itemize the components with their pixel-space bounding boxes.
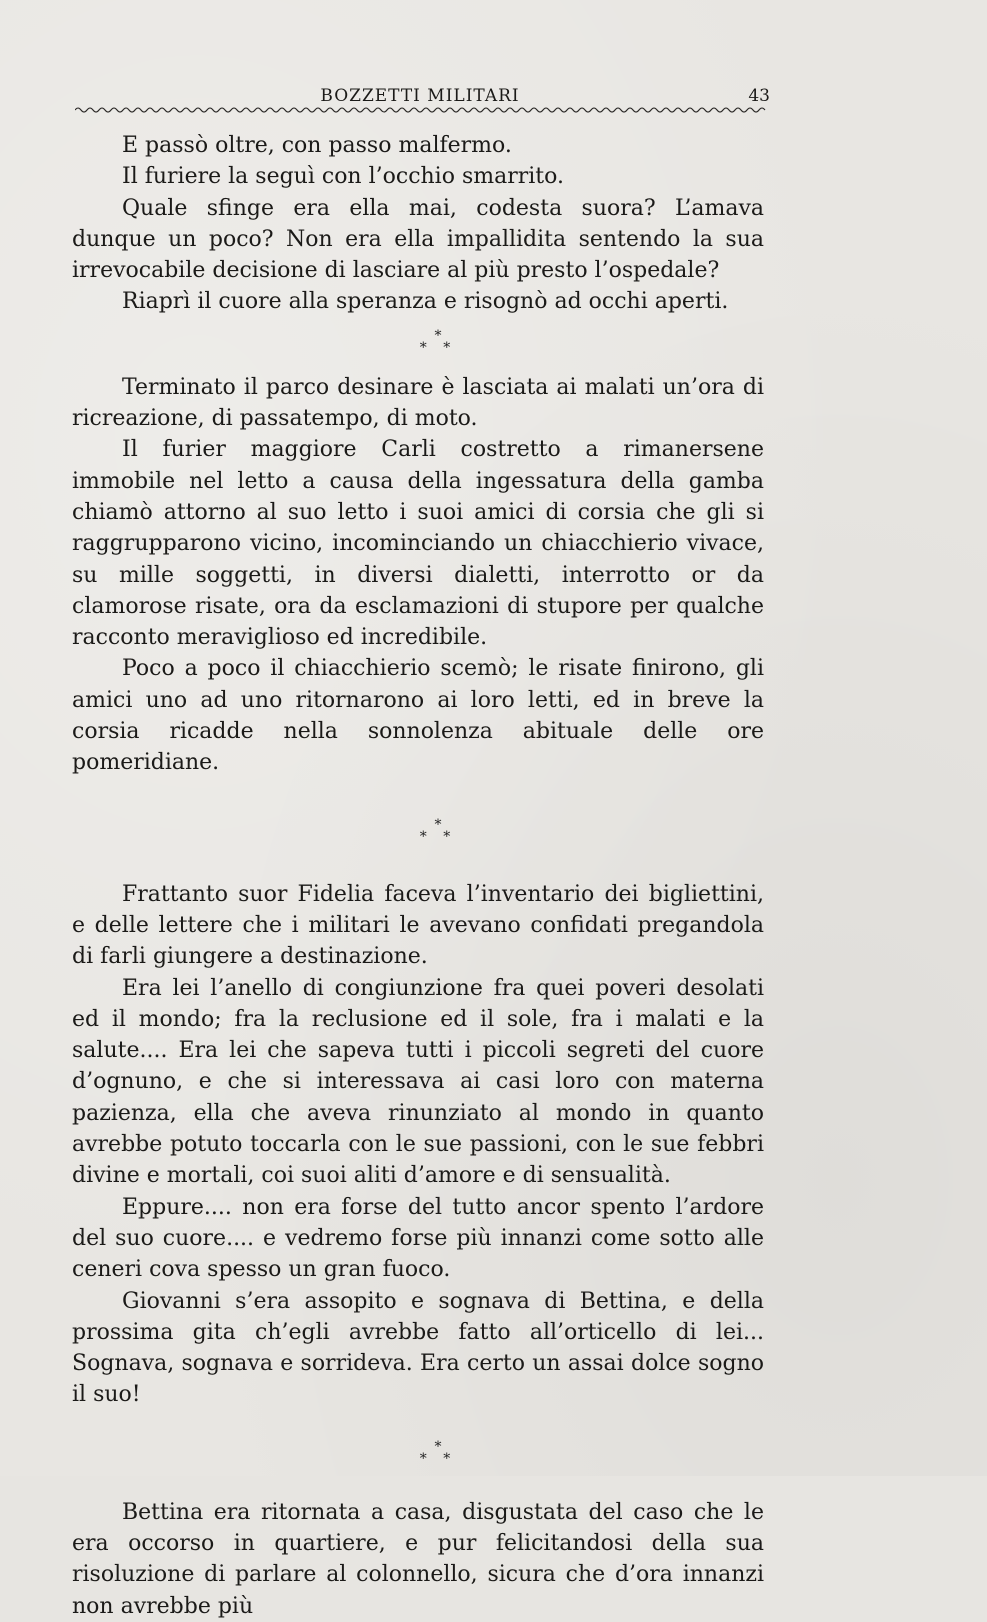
paragraph-7: Poco a poco il chiacchierio scemò; le risate finirono, gli amici uno ad uno ritornarono ai loro letti, ed in breve la corsia ricadde nella sonnolenza abituale delle ore pomeridiane. [72,656,764,776]
asterism-top: * [434,1438,442,1455]
paragraph-6: Il furier maggiore Carli costretto a rimanersene immobile nel letto a causa della ingessatura della gamba chiamò attorno al suo letto i suoi amici di corsia che gli si raggrupparono vicino, incominciando un chiacchierio vivace, su mille soggetti, in diversi dialetti, interrotto or da clamorose risate, ora da esclamazioni di stupore per qualche racconto meraviglioso ed incredibile. [72,437,764,651]
paragraph-11: Giovanni s’era assopito e sognava di Bettina, e della prossima gita ch’egli avrebbe fatto all’orticello di lei... Sognava, sognava e sorrideva. Era certo un assai dolce sogno il suo! [72,1288,764,1408]
asterism-bottom: * * [419,1450,457,1467]
section-break-3 [72,1411,764,1497]
paragraph-10: Eppure.... non era forse del tutto ancor spento l’ardore del suo cuore.... e vedremo forse più innanzi come sotto alle ceneri cova spesso un gran fuoco. [72,1194,764,1283]
body-text [72,130,764,1622]
asterism-bottom: * * [419,339,457,356]
section-break-1 [72,318,764,372]
paragraph-8: Frattanto suor Fidelia faceva l’inventario dei bigliettini, e delle lettere che i militari le avevano confidati pregandola di farli giungere a destinazione. [72,881,764,970]
paragraph-3: Quale sfinge era ella mai, codesta suora? L’amava dunque un poco? Non era ella impallidita sentendo la sua irrevocabile decisione di lasciare al più presto l’ospedale? [72,195,764,284]
paragraph-2: Il furiere la seguì con l’occhio smarrito. [122,164,564,190]
paragraph-4: Riaprì il cuore alla speranza e risognò ad occhi aperti. [122,289,729,315]
running-title: BOZZETTI MILITARI [320,86,520,106]
paragraph-1: E passò oltre, con passo malfermo. [122,133,512,158]
page-number: 43 [748,86,770,106]
asterism-top: * [434,816,442,833]
asterism-top: * [434,327,442,344]
asterism-bottom: * * [419,828,457,845]
paragraph-12: Bettina era ritornata a casa, disgustata del caso che le era occorso in quartiere, e pur felicitandosi della sua risoluzione di parlare al colonnello, sicura che d’ora innanzi non avrebbe più [72,1499,764,1619]
section-break-2 [72,779,764,879]
paragraph-9: Era lei l’anello di congiunzione fra quei poveri desolati ed il mondo; fra la reclusione ed il sole, fra i malati e la salute.... Era lei che sapeva tutti i piccoli segreti del cuore d’ognuno, e che si interessava ai casi loro con materna pazienza, ella che aveva rinunziato al mondo in quanto avrebbe potuto toccarla con le sue passioni, con le sue febbri divine e mortali, coi suoi aliti d’amore e di sensualità. [72,975,764,1189]
header-wavy-rule [75,104,767,116]
paragraph-5: Terminato il parco desinare è lasciata ai malati un’ora di ricreazione, di passatempo, di moto. [72,374,764,432]
